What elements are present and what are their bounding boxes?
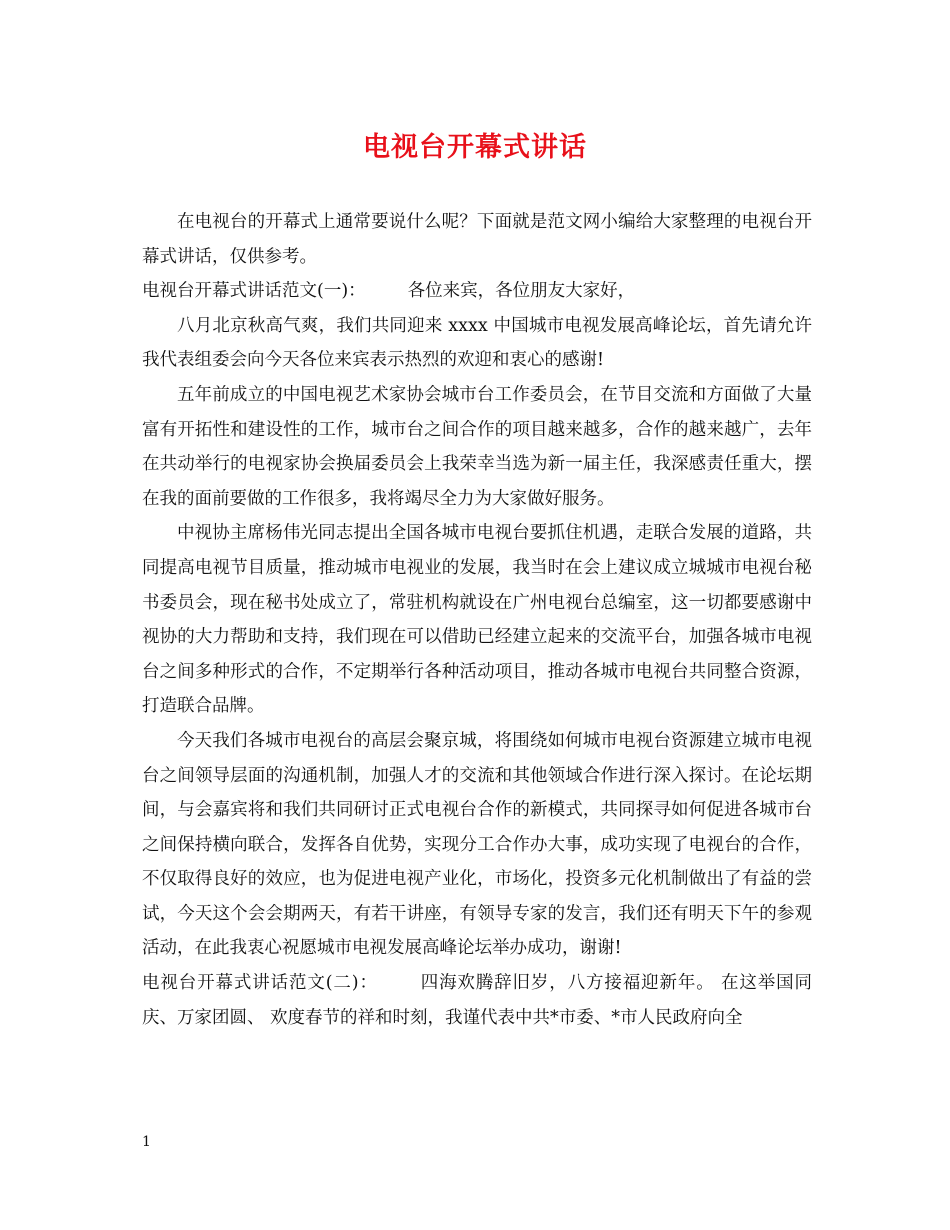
document-body <box>142 205 812 1035</box>
body-paragraph: 八月北京秋高气爽，我们共同迎来 xxxx 中国城市电视发展高峰论坛，首先请允许我代表组委会向今天各位来宾表示热烈的欢迎和衷心的感谢! <box>142 315 812 371</box>
page-number: 1 <box>142 1134 151 1150</box>
section1-heading-line <box>142 274 812 309</box>
document-title: 电视台开幕式讲话 <box>363 132 587 163</box>
body-paragraph: 今天我们各城市电视台的高层会聚京城，将围绕如何城市电视台资源建立城市电视台之间领导层面的沟通机制，加强人才的交流和其他领域合作进行深入探讨。在论坛期间，与会嘉宾将和我们共同研讨正式电视台合作的新模式，共同探寻如何促进各城市台之间保持横向联合，发挥各自优势，实现分工合作办大事，成功实现了电视台的合作，不仅取得良好的效应，也为促进电视产业化，市场化，投资多元化机制做出了有益的尝试，今天这个会会期两天，有若干讲座，有领导专家的发言，我们还有明天下午的参观活动，在此我衷心祝愿城市电视发展高峰论坛举办成功，谢谢! <box>142 730 812 959</box>
body-paragraph: 五年前成立的中国电视艺术家协会城市台工作委员会，在节目交流和方面做了大量富有开拓性和建设性的工作，城市台之间合作的项目越来越多，合作的越来越广，去年在共动举行的电视家协会换届委员会上我荣幸当选为新一届主任，我深感责任重大，摆在我的面前要做的工作很多，我将竭尽全力为大家做好服务。 <box>142 384 812 509</box>
section1-greeting: 各位来宾，各位朋友大家好， <box>407 281 636 302</box>
section2-heading: 电视台开幕式讲话范文(二)： <box>142 973 378 994</box>
section2-text: 四海欢腾辞旧岁，八方接福迎新年。 在这举国同庆、万家团圆、 欢度春节的祥和时刻，我谨代表中共*市委、*市人民政府向全 <box>142 973 813 1028</box>
intro-paragraph: 在电视台的开幕式上通常要说什么呢？下面就是范文网小编给大家整理的电视台开幕式讲话，仅供参考。 <box>142 212 812 267</box>
body-paragraph: 中视协主席杨伟光同志提出全国各城市电视台要抓住机遇，走联合发展的道路，共同提高电视节目质量，推动城市电视业的发展，我当时在会上建议成立城城市电视台秘书委员会，现在秘书处成立了，常驻机构就设在广州电视台总编室，这一切都要感谢中视协的大力帮助和支持，我们现在可以借助已经建立起来的交流平台，加强各城市电视台之间多种形式的合作，不定期举行各种活动项目，推动各城市电视台共同整合资源，打造联合品牌。 <box>142 523 812 717</box>
section2-heading-line <box>142 966 812 1035</box>
section1-heading: 电视台开幕式讲话范文(一)： <box>142 281 366 302</box>
